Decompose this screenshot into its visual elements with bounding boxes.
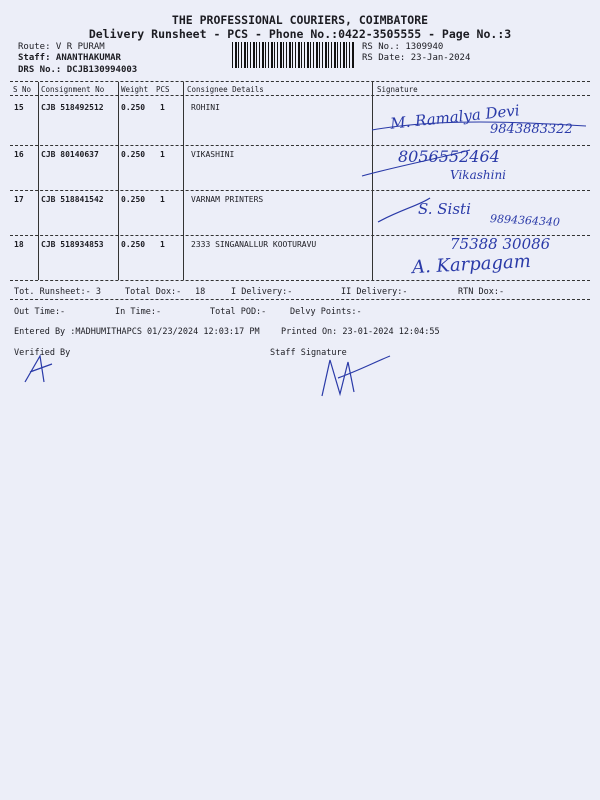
row-consignee: VIKASHINI xyxy=(191,150,235,159)
handwritten-phone: 8056552464 xyxy=(398,147,500,166)
staff-signature-label: Staff Signature xyxy=(270,348,347,358)
tot-runsheet: Tot. Runsheet:- 3 xyxy=(14,287,101,297)
col-header-pcs: PCS xyxy=(156,85,170,94)
in-time: In Time:- xyxy=(115,307,162,317)
row-weight: 0.250 xyxy=(121,103,146,112)
rs-number: RS No.: 1309940 xyxy=(362,42,444,52)
company-title: THE PROFESSIONAL COURIERS, COIMBATORE xyxy=(171,13,429,27)
row-sno: 17 xyxy=(14,195,24,204)
row-pcs: 1 xyxy=(160,240,165,249)
col-header-consignee: Consignee Details xyxy=(187,85,264,94)
total-dox-label: Total Dox:- xyxy=(125,287,182,297)
entered-by: Entered By :MADHUMITHAPCS 01/23/2024 12:03:17 PM xyxy=(14,327,260,337)
row-consignment: CJB 518934853 xyxy=(41,240,104,249)
row-pcs: 1 xyxy=(160,195,165,204)
delvy-points: Delvy Points:- xyxy=(290,307,362,317)
ii-delivery: II Delivery:- xyxy=(341,287,408,297)
row-consignee: VARNAM PRINTERS xyxy=(191,195,264,204)
printed-on: Printed On: 23-01-2024 12:04:55 xyxy=(281,327,440,337)
handwritten-phone: 9894364340 xyxy=(489,212,561,229)
total-pod: Total POD:- xyxy=(210,307,267,317)
runsheet-subtitle: Delivery Runsheet - PCS - Phone No.:0422-3505555 - Page No.:3 xyxy=(88,27,512,41)
row-consignment: CJB 518841542 xyxy=(41,195,104,204)
handwritten-signature: A. Karpagam xyxy=(411,250,532,279)
pen-stroke xyxy=(372,122,586,130)
verifier-signature xyxy=(25,356,52,382)
col-header-sno: S No xyxy=(13,85,32,94)
route-label: Route: V R PURAM xyxy=(18,42,105,52)
out-time: Out Time:- xyxy=(14,307,66,317)
row-weight: 0.250 xyxy=(121,195,146,204)
pen-stroke xyxy=(378,198,430,222)
pen-stroke xyxy=(362,150,470,176)
drs-number: DRS No.: DCJB130994003 xyxy=(18,65,138,75)
col-header-signature: Signature xyxy=(377,85,418,94)
rs-date: RS Date: 23-Jan-2024 xyxy=(362,53,471,63)
staff-signature-mark xyxy=(322,356,390,396)
row-weight: 0.250 xyxy=(121,150,146,159)
row-pcs: 1 xyxy=(160,150,165,159)
row-sno: 15 xyxy=(14,103,24,112)
i-delivery: I Delivery:- xyxy=(231,287,293,297)
handwritten-signature: S. Sisti xyxy=(418,200,471,218)
row-sno: 18 xyxy=(14,240,24,249)
col-header-consignment: Consignment No xyxy=(41,85,105,94)
staff-label: Staff: ANANTHAKUMAR xyxy=(18,53,121,63)
row-weight: 0.250 xyxy=(121,240,146,249)
handwritten-phone: 9843883322 xyxy=(490,122,573,137)
row-consignee: 2333 SINGANALLUR KOOTURAVU xyxy=(191,240,317,249)
rtn-dox: RTN Dox:- xyxy=(458,287,505,297)
handwritten-signature: Vikashini xyxy=(450,168,507,182)
row-sno: 16 xyxy=(14,150,24,159)
summary-rule xyxy=(10,299,590,300)
row-pcs: 1 xyxy=(160,103,165,112)
row-consignment: CJB 80140637 xyxy=(41,150,99,159)
col-header-weight: Weight xyxy=(121,85,149,94)
handwritten-phone: 75388 30086 xyxy=(450,235,551,253)
total-dox-value: 18 xyxy=(195,287,206,297)
row-consignment: CJB 518492512 xyxy=(41,103,104,112)
verified-by-label: Verified By xyxy=(14,348,71,358)
row-consignee: ROHINI xyxy=(191,103,220,112)
handwritten-signature: M. Ramalya Devi xyxy=(389,101,521,133)
